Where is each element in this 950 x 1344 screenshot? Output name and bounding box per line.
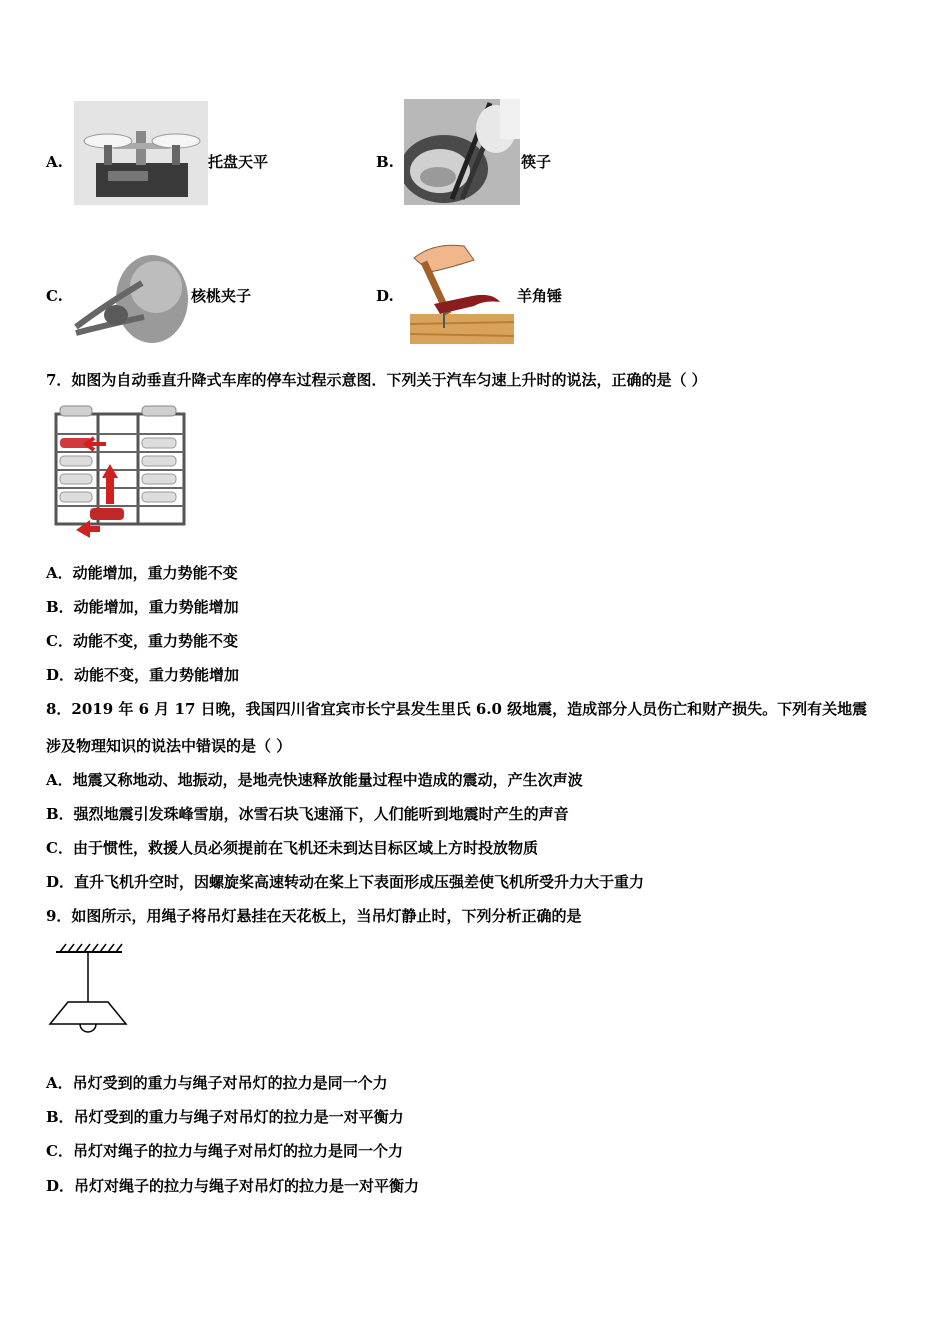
option-label: 羊角锤 [517, 287, 563, 305]
q8-stem-line2: 涉及物理知识的说法中错误的是（ ） [46, 737, 292, 755]
q9-stem: 9．如图所示，用绳子将吊灯悬挂在天花板上，当吊灯静止时，下列分析正确的是 [46, 907, 582, 925]
q7-stem: 7．如图为自动垂直升降式车库的停车过程示意图．下列关于汽车匀速上升时的说法，正确的是（ ） [46, 371, 707, 389]
option-label: 核桃夹子 [191, 287, 252, 305]
q8-stem-line1: 8．2019 年 6 月 17 日晚，我国四川省宜宾市长宁县发生里氏 6.0 级地震，造成部分人员伤亡和财产损失。下列有关地震 [46, 700, 868, 718]
q9-option-d[interactable]: D．吊灯对绳子的拉力与绳子对吊灯的拉力是一对平衡力 [46, 1177, 420, 1195]
hanging-lamp-diagram [46, 938, 130, 1038]
balance-scale-image [74, 101, 208, 205]
option-letter: A. [46, 153, 63, 171]
q7-option-c[interactable]: C．动能不变，重力势能不变 [46, 632, 238, 650]
q8-option-b[interactable]: B．强烈地震引发珠峰雪崩，冰雪石块飞速涌下，人们能听到地震时产生的声音 [46, 805, 569, 823]
option-letter: B. [376, 153, 394, 171]
q8-option-d[interactable]: D．直升飞机升空时，因螺旋桨高速转动在桨上下表面形成压强差使飞机所受升力大于重力 [46, 873, 645, 891]
option-label: 筷子 [521, 153, 552, 171]
q7-option-b[interactable]: B．动能增加，重力势能增加 [46, 598, 239, 616]
q7-option-a[interactable]: A．动能增加，重力势能不变 [46, 564, 238, 582]
nutcracker-image [72, 247, 190, 347]
q8-option-a[interactable]: A．地震又称地动、地振动，是地壳快速释放能量过程中造成的震动，产生次声波 [46, 771, 583, 789]
option-letter: D. [376, 287, 394, 305]
option-letter: C. [46, 287, 63, 305]
q7-option-d[interactable]: D．动能不变，重力势能增加 [46, 666, 240, 684]
chopsticks-image [404, 99, 520, 205]
q9-option-c[interactable]: C．吊灯对绳子的拉力与绳子对吊灯的拉力是同一个力 [46, 1142, 403, 1160]
q9-option-a[interactable]: A．吊灯受到的重力与绳子对吊灯的拉力是同一个力 [46, 1074, 388, 1092]
q9-option-b[interactable]: B．吊灯受到的重力与绳子对吊灯的拉力是一对平衡力 [46, 1108, 404, 1126]
option-label: 托盘天平 [208, 153, 269, 171]
parking-garage-image [50, 400, 190, 538]
q8-option-c[interactable]: C．由于惯性，救援人员必须提前在飞机还未到达目标区域上方时投放物质 [46, 839, 538, 857]
claw-hammer-image [404, 238, 516, 346]
